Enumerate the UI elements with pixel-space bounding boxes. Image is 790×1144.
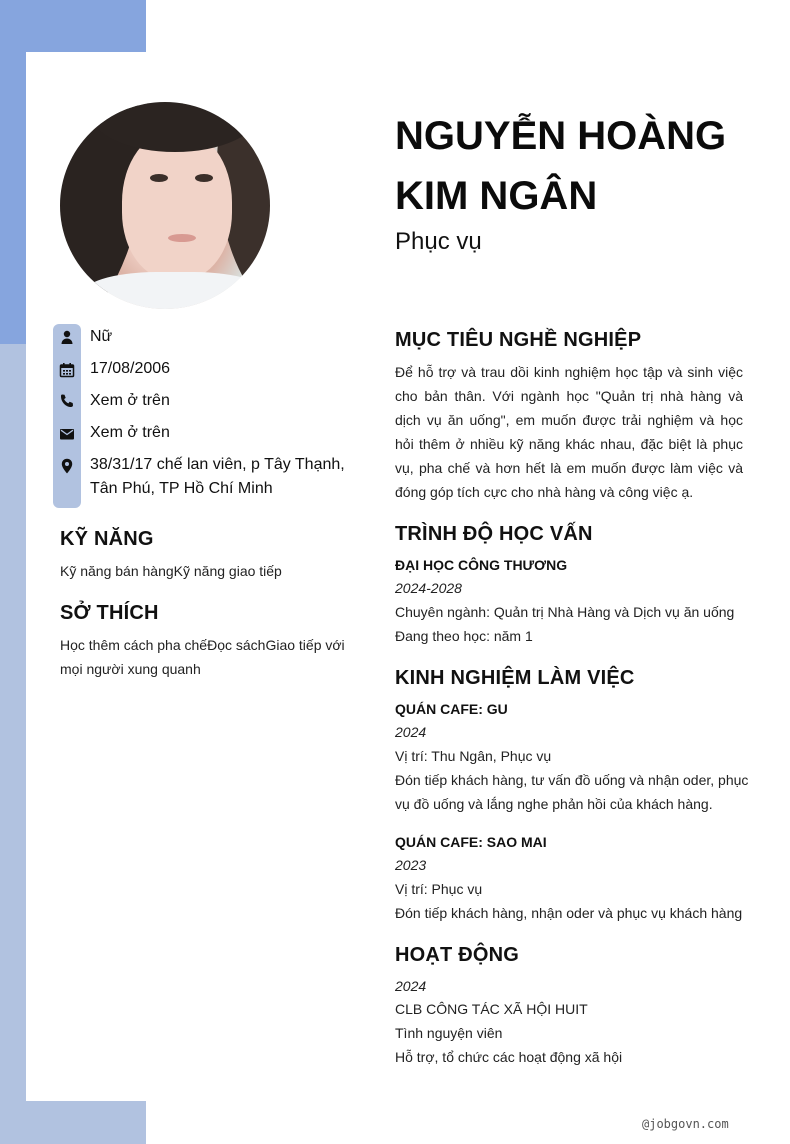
hobbies-line-2: mọi người xung quanh	[60, 661, 201, 677]
activities-title: HOẠT ĐỘNG	[395, 944, 520, 966]
phone-value: Xem ở trên	[90, 392, 170, 409]
email-value: Xem ở trên	[90, 424, 170, 441]
decor-bottom-block	[0, 1101, 146, 1144]
location-icon	[59, 458, 75, 474]
person-icon	[59, 329, 75, 345]
objective-title: MỤC TIÊU NGHỀ NGHIỆP	[395, 329, 642, 351]
name-line-1: NGUYỄN HOÀNG	[395, 114, 727, 158]
hobbies-title: SỞ THÍCH	[60, 602, 159, 624]
brand-watermark: @jobgovn.com	[642, 1117, 729, 1131]
candidate-name	[395, 106, 755, 226]
job-company: QUÁN CAFE: SAO MAI	[395, 834, 547, 850]
job-company: QUÁN CAFE: GU	[395, 701, 508, 717]
activity-role: Tình nguyện viên	[395, 1025, 503, 1041]
activity-year: 2024	[395, 978, 427, 994]
job-year: 2023	[395, 857, 427, 873]
job-description-line-1: Đón tiếp khách hàng, tư vấn đồ uống và nhận oder, phục	[395, 772, 749, 788]
job-description-line-2: vụ đồ uống và lắng nghe phản hồi của khách hàng.	[395, 796, 713, 812]
education-title: TRÌNH ĐỘ HỌC VẤN	[395, 523, 593, 545]
phone-icon	[59, 393, 75, 409]
job-title: Phục vụ	[395, 228, 482, 255]
profile-photo	[60, 102, 270, 309]
skills-title: KỸ NĂNG	[60, 528, 154, 550]
info-icon-bar	[53, 324, 81, 508]
job-year: 2024	[395, 724, 427, 740]
name-line-2: KIM NGÂN	[395, 174, 598, 218]
calendar-icon	[59, 362, 75, 378]
education-school: ĐẠI HỌC CÔNG THƯƠNG	[395, 557, 568, 573]
hobbies-line-1: Học thêm cách pha chếĐọc sáchGiao tiếp với	[60, 637, 345, 653]
hobbies-text	[60, 633, 345, 681]
activity-description: Hỗ trợ, tổ chức các hoạt động xã hội	[395, 1049, 623, 1065]
email-icon	[59, 426, 75, 442]
skills-text: Kỹ năng bán hàngKỹ năng giao tiếp	[60, 563, 282, 579]
birthday-value: 17/08/2006	[90, 360, 171, 377]
address-line-2: Tân Phú, TP Hồ Chí Minh	[90, 480, 273, 497]
education-major: Chuyên ngành: Quản trị Nhà Hàng và Dịch vụ ăn uống	[395, 604, 735, 620]
job-description-line-1: Đón tiếp khách hàng, nhận oder và phục vụ khách hàng	[395, 905, 743, 921]
address-line-1: 38/31/17 chế lan viên, p Tây Thạnh,	[90, 456, 345, 473]
activity-org: CLB CÔNG TÁC XÃ HỘI HUIT	[395, 1001, 588, 1017]
experience-title: KINH NGHIỆM LÀM VIỆC	[395, 667, 635, 689]
job-role: Vị trí: Phục vụ	[395, 881, 483, 897]
address-value	[90, 453, 345, 501]
education-period: 2024-2028	[395, 580, 462, 596]
gender-value: Nữ	[90, 328, 113, 345]
decor-left-strip	[0, 344, 26, 1144]
education-status: Đang theo học: năm 1	[395, 628, 533, 644]
job-role: Vị trí: Thu Ngân, Phục vụ	[395, 748, 552, 764]
objective-text: Để hỗ trợ và trau dồi kinh nghiệm học tập và sinh việc cho bản thân. Với ngành học "Quản trị nhà hàng và dịch vụ ăn uống", em muốn được trải nghiệm và học hỏi thêm ở nhiều kỹ năng khác nhau, đặc biệt là phục vụ, pha chế và hơn hết là em muốn được làm việc và đóng góp tích cực cho nhà hàng và công việc ạ.	[395, 364, 743, 500]
